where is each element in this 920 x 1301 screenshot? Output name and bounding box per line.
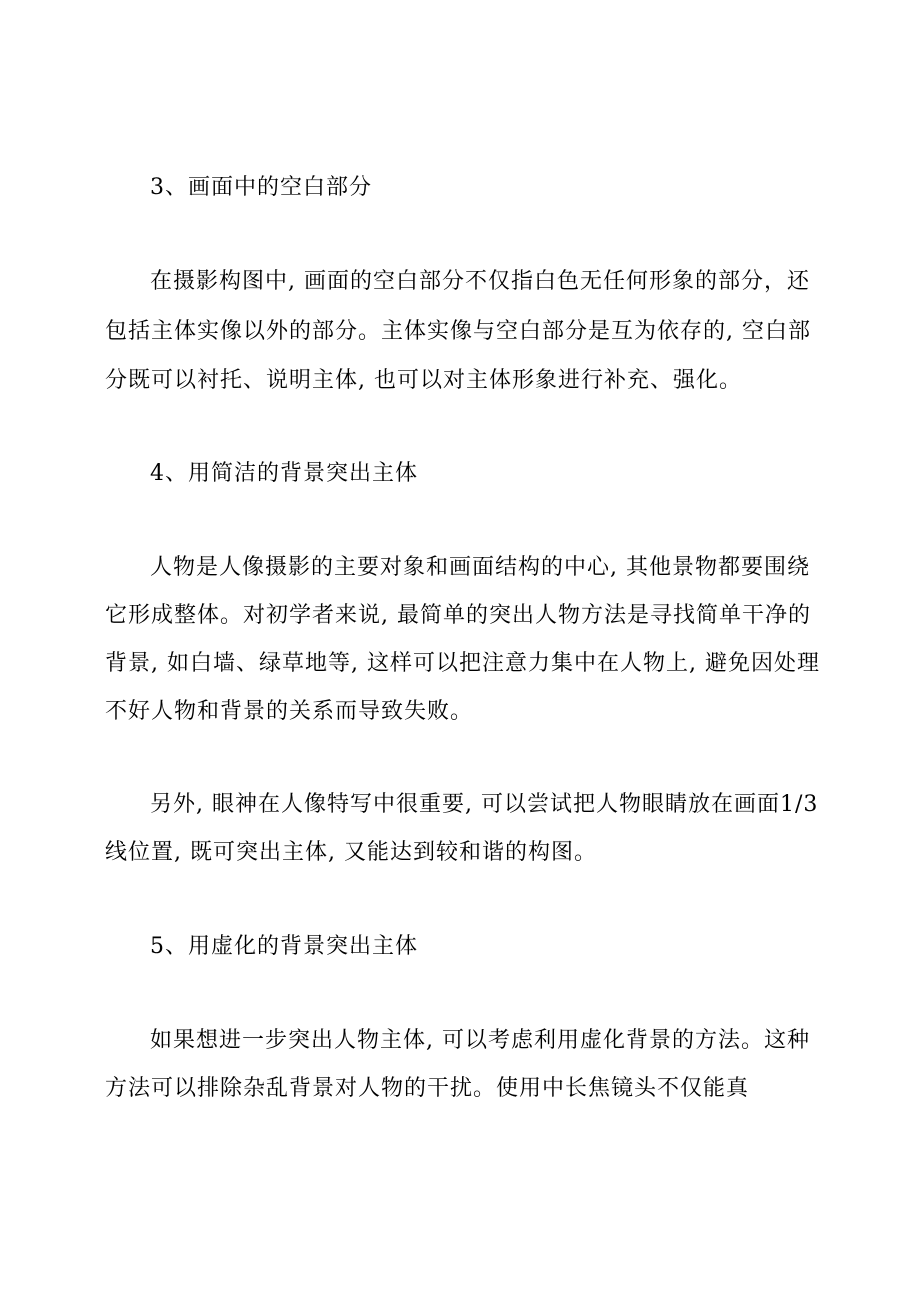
- paragraph-line: 方法可以排除杂乱背景对人物的干扰。使用中长焦镜头不仅能真: [105, 1076, 750, 1101]
- paragraph-line: 线位置, 既可突出主体, 又能达到较和谐的构图。: [105, 840, 597, 865]
- paragraph-line: 它形成整体。对初学者来说, 最简单的突出人物方法是寻找简单干净的: [105, 603, 811, 628]
- paragraph-line: 不好人物和背景的关系而导致失败。: [105, 699, 474, 724]
- section-heading: 3、画面中的空白部分: [150, 175, 372, 200]
- paragraph-line: 如果想进一步突出人物主体, 可以考虑利用虚化背景的方法。这种: [150, 1028, 810, 1053]
- paragraph-line: 分既可以衬托、说明主体, 也可以对主体形象进行补充、强化。: [105, 368, 742, 393]
- paragraph-line: 人物是人像摄影的主要对象和画面结构的中心, 其他景物都要围绕: [150, 555, 810, 580]
- section-heading: 4、用简洁的背景突出主体: [150, 461, 418, 486]
- paragraph-line: 另外, 眼神在人像特写中很重要, 可以尝试把人物眼睛放在画面1/3: [150, 792, 819, 817]
- paragraph-line: 在摄影构图中, 画面的空白部分不仅指白色无任何形象的部分，还: [150, 269, 810, 294]
- paragraph-line: 包括主体实像以外的部分。主体实像与空白部分是互为依存的, 空白部: [105, 319, 811, 344]
- paragraph-line: 背景, 如白墙、绿草地等, 这样可以把注意力集中在人物上, 避免因处理: [105, 651, 820, 676]
- section-heading: 5、用虚化的背景突出主体: [150, 934, 418, 959]
